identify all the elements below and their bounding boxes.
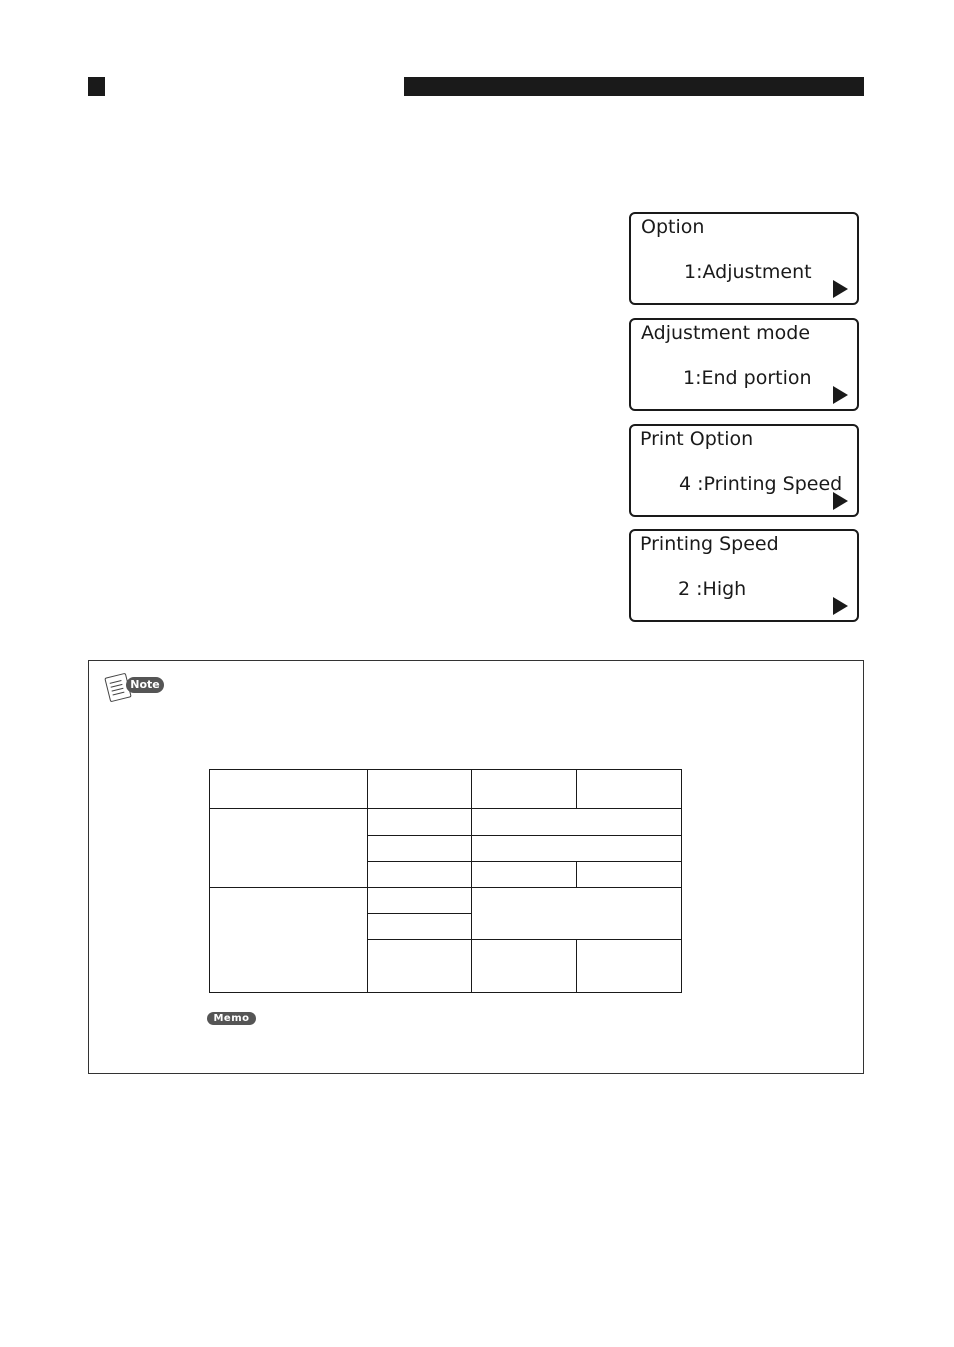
right-arrow-icon: [833, 280, 848, 298]
table-row-divider: [367, 861, 682, 862]
table-col-divider: [471, 808, 472, 888]
right-arrow-icon: [833, 597, 848, 615]
table-col-divider: [471, 887, 472, 993]
header-square-marker: [88, 77, 105, 96]
table-col-divider: [576, 939, 577, 993]
lcd-value: 1:End portion: [683, 367, 812, 389]
lcd-title: Printing Speed: [640, 533, 779, 555]
lcd-value: 1:Adjustment: [684, 261, 812, 283]
lcd-title: Adjustment mode: [641, 322, 811, 344]
right-arrow-icon: [833, 386, 848, 404]
table-row-divider: [367, 835, 682, 836]
lcd-title: Option: [641, 216, 705, 238]
table-col-divider: [576, 861, 577, 888]
lcd-screen-print-option: [629, 424, 859, 517]
table-row-divider: [367, 939, 682, 940]
lcd-value: 2 :High: [678, 578, 747, 600]
note-label: Note: [126, 677, 164, 693]
lcd-screen-printing-speed: [629, 529, 859, 622]
lcd-value: 4 :Printing Speed: [679, 473, 843, 495]
right-arrow-icon: [833, 492, 848, 510]
lcd-screen-option: [629, 212, 859, 305]
table-frame: [209, 769, 682, 993]
table-row-divider: [209, 808, 682, 809]
table-col-divider: [471, 769, 472, 808]
note-icon: [107, 673, 167, 701]
table-col-divider: [576, 769, 577, 808]
table-row-divider: [209, 887, 682, 888]
header-bar: [404, 77, 864, 96]
table-col-divider: [367, 769, 368, 993]
lcd-screen-adjustment-mode: [629, 318, 859, 411]
memo-icon: Memo: [207, 1012, 256, 1025]
lcd-title: Print Option: [640, 428, 754, 450]
table-row-divider: [367, 913, 472, 914]
